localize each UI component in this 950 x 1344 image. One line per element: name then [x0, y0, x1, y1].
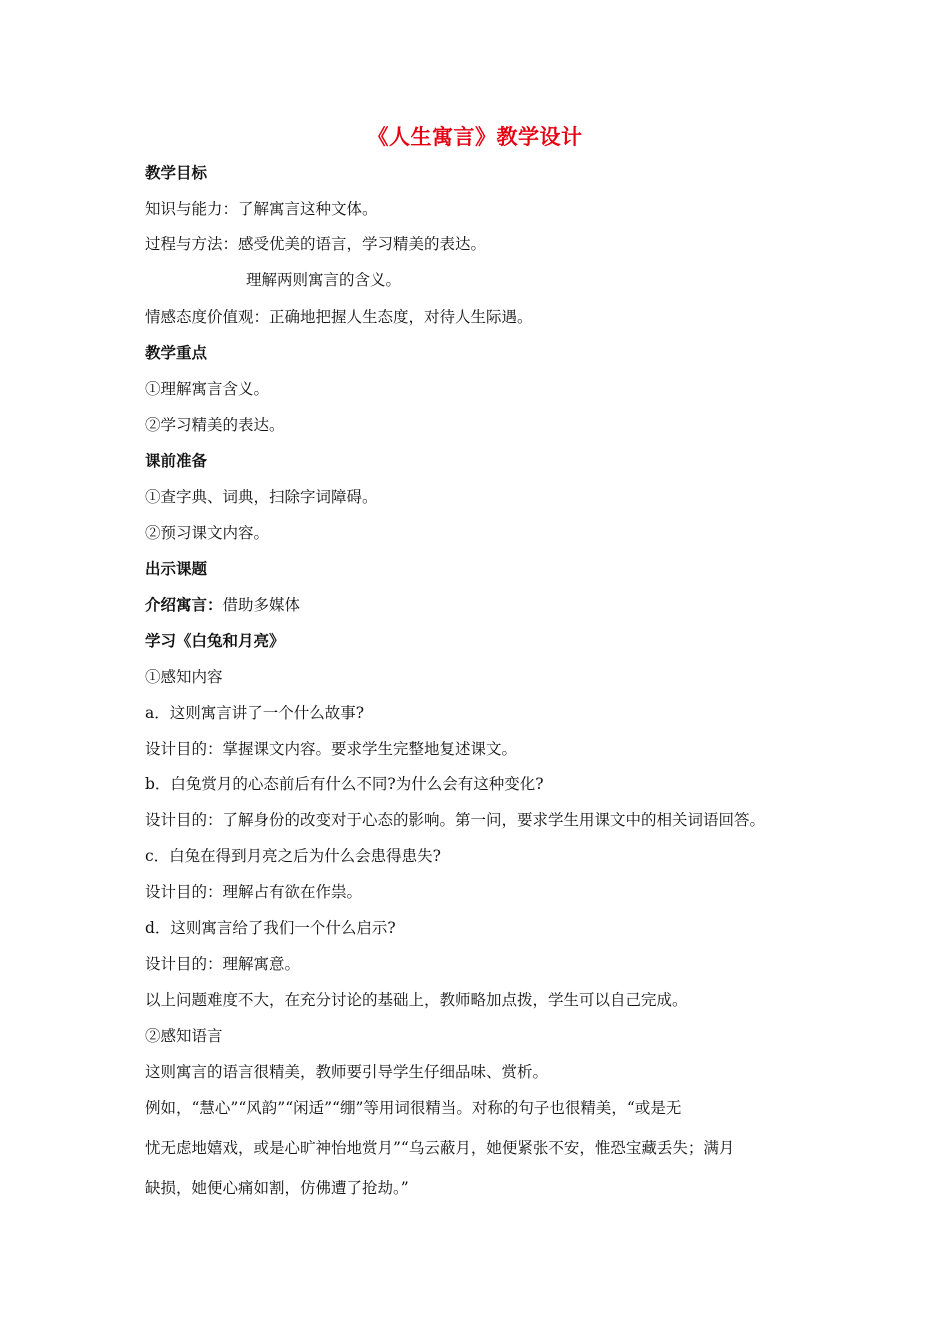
perceive-content: ①感知内容: [145, 668, 223, 686]
intro-line: [145, 594, 300, 616]
key-point-item: ②学习精美的表达。: [145, 416, 285, 434]
preparation-item: ①查字典、词典，扫除字词障碍。: [145, 488, 378, 506]
section-heading-objectives: 教学目标: [145, 164, 208, 182]
preparation-item: ②预习课文内容。: [145, 524, 270, 542]
qa-line: 设计目的：掌握课文内容。要求学生完整地复述课文。: [145, 740, 518, 758]
example-line: 忧无虑地嬉戏，或是心旷神怡地赏月”“乌云蔽月，她便紧张不安，惟恐宝藏丢失；满月: [145, 1139, 735, 1157]
example-line: 缺损，她便心痛如割，仿佛遭了抢劫。”: [145, 1179, 409, 1197]
qa-line: 设计目的：理解寓意。: [145, 955, 301, 973]
qa-line: c．白兔在得到月亮之后为什么会患得患失?: [145, 847, 441, 865]
qa-line: d．这则寓言给了我们一个什么启示?: [145, 919, 396, 937]
qa-line: 以上问题难度不大，在充分讨论的基础上，教师略加点拨，学生可以自己完成。: [145, 991, 688, 1009]
page-title: 《人生寓言》教学设计: [367, 125, 583, 149]
intro-label: 介绍寓言：: [145, 596, 223, 614]
intro-text: 借助多媒体: [222, 596, 301, 614]
perceive-language: ②感知语言: [145, 1027, 223, 1045]
objective-process: 过程与方法：感受优美的语言，学习精美的表达。: [145, 235, 487, 253]
section-heading-key-points: 教学重点: [145, 344, 208, 362]
objective-process-2: 理解两则寓言的含义。: [246, 271, 402, 289]
qa-line: 设计目的：了解身份的改变对于心态的影响。第一问，要求学生用课文中的相关词语回答。: [145, 811, 766, 829]
section-heading-show-topic: 出示课题: [145, 560, 208, 578]
objective-knowledge: 知识与能力：了解寓言这种文体。: [145, 200, 378, 218]
section-heading-study: 学习《白兔和月亮》: [145, 632, 285, 650]
qa-line: b．白兔赏月的心态前后有什么不同?为什么会有这种变化?: [145, 775, 544, 793]
language-intro: 这则寓言的语言很精美，教师要引导学生仔细品味、赏析。: [145, 1063, 549, 1081]
key-point-item: ①理解寓言含义。: [145, 380, 270, 398]
qa-line: a．这则寓言讲了一个什么故事?: [145, 704, 365, 722]
section-heading-preparation: 课前准备: [145, 452, 208, 470]
qa-line: 设计目的：理解占有欲在作祟。: [145, 883, 363, 901]
objective-emotion: 情感态度价值观：正确地把握人生态度，对待人生际遇。: [145, 308, 533, 326]
example-line: 例如，“慧心”“风韵”“闲适”“绷”等用词很精当。对称的句子也很精美，“或是无: [145, 1099, 682, 1117]
